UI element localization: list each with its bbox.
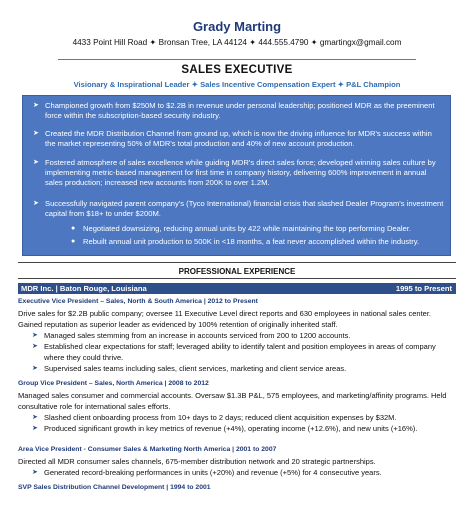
role-description: Directed all MDR consumer sales channels, 675-member distribution network and 20 strategic partnerships.: [18, 457, 376, 466]
company-bar: [18, 283, 456, 294]
section-title: PROFESSIONAL EXPERIENCE: [178, 267, 296, 276]
bullet-icon: ➤: [32, 425, 38, 432]
highlight-text: Negotiated downsizing, reducing annual units by 422 while maintaining the top performing Dealer.: [83, 224, 411, 233]
bullet-icon: ➤: [33, 130, 39, 137]
bullet-icon: ➤: [32, 414, 38, 421]
bullet-icon: ➤: [33, 159, 39, 166]
role-description: Drive sales for $2.2B public company; oversee 11 Executive Level direct reports and 630 employees in national sales center. Gained reputation as superior leader as evidenced by 100% retention of originally inherited staff.: [18, 309, 432, 329]
candidate-name: Grady Marting: [192, 19, 282, 34]
contact-line: 4433 Point Hill Road ✦ Bronsan Tree, LA 44124 ✦ 444.555.4790 ✦ gmartingx@gmail.com: [72, 38, 402, 47]
section-divider: [18, 262, 456, 263]
bullet-text: Established clear expectations for staff; leveraged ability to identify talent and position employees in areas of company where they could thrive.: [44, 342, 436, 362]
bullet-text: Slashed client onboarding process from 10+ days to 2 days; reduced client acquisition expenses by $32M.: [44, 413, 397, 422]
highlights-box: [22, 95, 451, 256]
bullet-icon: ●: [71, 225, 76, 232]
highlight-text: Championed growth from $250M to $2.2B in revenue under personal leadership; positioned MDR as the preeminent force within the subscription-based security industry.: [45, 101, 435, 120]
tagline: Visionary & Inspirational Leader ✦ Sales Incentive Compensation Expert ✦ P&L Champion: [73, 80, 401, 89]
bullet-icon: ●: [71, 238, 76, 245]
bullet-icon: ➤: [32, 332, 38, 339]
job-title: SALES EXECUTIVE: [181, 64, 293, 76]
bullet-icon: ➤: [32, 469, 38, 476]
bullet-icon: ➤: [32, 343, 38, 350]
bullet-icon: ➤: [33, 102, 39, 109]
company-dates: 1995 to Present: [395, 284, 452, 293]
section-divider: [18, 278, 456, 279]
bullet-text: Produced significant growth in key metrics of revenue (+4%), operating income (+12.6%), and new units (+16%).: [44, 424, 418, 433]
highlight-text: Fostered atmosphere of sales excellence while guiding MDR's direct sales force; developed winning sales culture by implementing metric-based management for first time in company history, delivering 600% improvement in annual sales production; increased new accounts from 200K to over 1.2M.: [45, 158, 436, 187]
highlight-text: Rebuilt annual unit production to 500K in <18 months, a feat never accomplished within the industry.: [83, 237, 420, 246]
bullet-text: Managed sales stemming from an increase in accounts serviced from 200 to 1200 accounts.: [44, 331, 351, 340]
role-title: SVP Sales Distribution Channel Development | 1994 to 2001: [18, 484, 211, 491]
company-name: MDR Inc. | Baton Rouge, Louisiana: [21, 284, 147, 293]
role-title: Area Vice President - Consumer Sales & Marketing North America | 2001 to 2007: [18, 446, 277, 453]
highlight-text: Created the MDR Distribution Channel from ground up, which is now the driving influence for MDR's success within the market representing 50% of MDR's total production and 40% of new account production.: [45, 129, 432, 148]
role-title: Group Vice President – Sales, North America | 2008 to 2012: [18, 380, 209, 387]
role-title: Executive Vice President – Sales, North & South America | 2012 to Present: [18, 298, 258, 305]
bullet-icon: ➤: [33, 200, 39, 207]
role-description: Managed sales consumer and commercial accounts. Oversaw $1.3B P&L, 575 employees, and marketing/affinity programs. Held consultative role for international sales efforts.: [18, 391, 447, 411]
header-divider: [58, 59, 416, 60]
bullet-text: Supervised sales teams including sales, client services, marketing and client service areas.: [44, 364, 347, 373]
highlight-text: Successfully navigated parent company's (Tyco International) financial crisis that slashed Dealer Program's investment capital from $18+ to under $200M.: [45, 199, 444, 218]
bullet-text: Generated record-breaking performances in units (+20%) and revenue (+5%) for 4 consecutive years.: [44, 468, 382, 477]
bullet-icon: ➤: [32, 365, 38, 372]
